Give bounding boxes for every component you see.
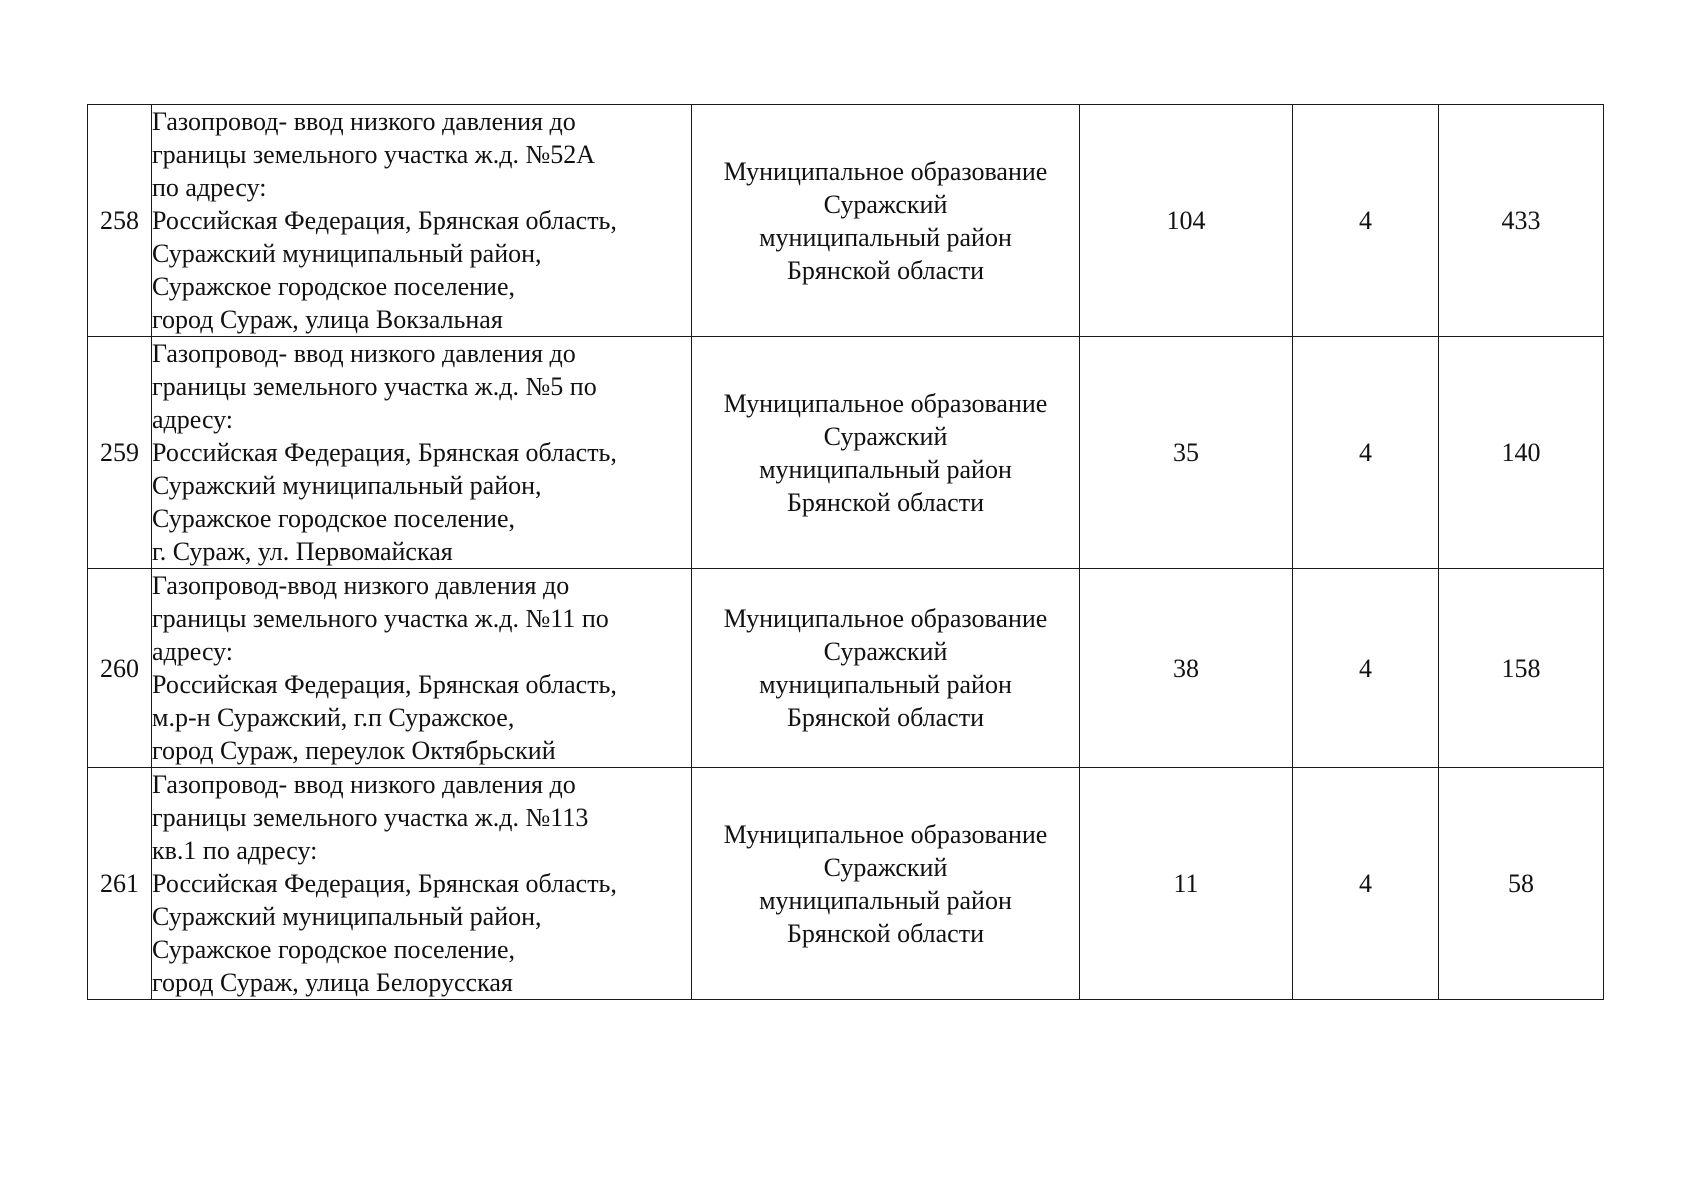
owner-line: Суражский <box>823 189 948 219</box>
value-cell: 433 <box>1439 105 1604 337</box>
object-description-cell <box>152 337 692 569</box>
pressure-cell: 4 <box>1293 337 1439 569</box>
description-line: границы земельного участка ж.д. №52А <box>152 140 596 169</box>
description-line: Газопровод-ввод низкого давления до <box>152 571 570 600</box>
description-line: Российская Федерация, Брянская область, <box>152 869 617 898</box>
owner-line: Брянской области <box>787 487 984 517</box>
description-line: Российская Федерация, Брянская область, <box>152 670 617 699</box>
description-line: Российская Федерация, Брянская область, <box>152 438 617 467</box>
owner-line: муниципальный район <box>759 454 1012 484</box>
table-row <box>88 569 1604 768</box>
value-cell: 140 <box>1439 337 1604 569</box>
length-cell: 35 <box>1080 337 1293 569</box>
value-cell: 158 <box>1439 569 1604 768</box>
description-line: Газопровод- ввод низкого давления до <box>152 339 576 368</box>
description-line: Суражское городское поселение, <box>152 935 515 964</box>
description-line: границы земельного участка ж.д. №11 по <box>152 604 609 633</box>
owner-line: муниципальный район <box>759 885 1012 915</box>
owner-line: Муниципальное образование <box>723 388 1048 418</box>
owner-cell <box>692 569 1080 768</box>
object-description-cell <box>152 569 692 768</box>
pressure-cell: 4 <box>1293 105 1439 337</box>
length-cell: 104 <box>1080 105 1293 337</box>
owner-cell <box>692 768 1080 1000</box>
description-line: границы земельного участка ж.д. №5 по <box>152 372 597 401</box>
table-row <box>88 337 1604 569</box>
value-cell: 58 <box>1439 768 1604 1000</box>
row-number-cell: 258 <box>88 105 152 337</box>
owner-line: Муниципальное образование <box>723 604 1048 633</box>
description-line: город Сураж, улица Белорусская <box>152 968 513 997</box>
row-number-cell: 260 <box>88 569 152 768</box>
length-cell: 11 <box>1080 768 1293 1000</box>
description-line: Газопровод- ввод низкого давления до <box>152 770 576 799</box>
object-description-cell <box>152 768 692 1000</box>
description-line: адресу: <box>152 637 234 666</box>
owner-line: Суражский <box>823 852 948 882</box>
registry-table <box>87 104 1604 1000</box>
length-cell: 38 <box>1080 569 1293 768</box>
row-number-cell: 259 <box>88 337 152 569</box>
description-line: Российская Федерация, Брянская область, <box>152 206 617 235</box>
owner-cell <box>692 337 1080 569</box>
description-line: границы земельного участка ж.д. №113 <box>152 803 589 832</box>
description-line: кв.1 по адресу: <box>152 836 318 865</box>
table-row <box>88 768 1604 1000</box>
owner-line: Брянской области <box>787 703 984 732</box>
object-description-cell <box>152 105 692 337</box>
row-number-cell: 261 <box>88 768 152 1000</box>
pressure-cell: 4 <box>1293 768 1439 1000</box>
description-line: Газопровод- ввод низкого давления до <box>152 107 576 136</box>
owner-line: Суражский <box>823 637 948 666</box>
table-row <box>88 105 1604 337</box>
description-line: город Сураж, переулок Октябрьский <box>152 736 556 765</box>
owner-cell <box>692 105 1080 337</box>
owner-line: муниципальный район <box>759 222 1012 252</box>
owner-line: Муниципальное образование <box>723 156 1048 186</box>
description-line: Суражский муниципальный район, <box>152 239 542 268</box>
owner-line: Брянской области <box>787 255 984 285</box>
description-line: г. Сураж, ул. Первомайская <box>152 537 453 566</box>
description-line: Суражский муниципальный район, <box>152 902 542 931</box>
owner-line: Брянской области <box>787 918 984 948</box>
description-line: город Сураж, улица Вокзальная <box>152 305 503 334</box>
owner-line: муниципальный район <box>759 670 1012 699</box>
description-line: по адресу: <box>152 173 267 202</box>
owner-line: Суражский <box>823 421 948 451</box>
description-line: Суражское городское поселение, <box>152 272 515 301</box>
description-line: м.р-н Суражский, г.п Суражское, <box>152 703 515 732</box>
owner-line: Муниципальное образование <box>723 819 1048 849</box>
description-line: адресу: <box>152 405 234 434</box>
description-line: Суражский муниципальный район, <box>152 471 542 500</box>
description-line: Суражское городское поселение, <box>152 504 515 533</box>
pressure-cell: 4 <box>1293 569 1439 768</box>
